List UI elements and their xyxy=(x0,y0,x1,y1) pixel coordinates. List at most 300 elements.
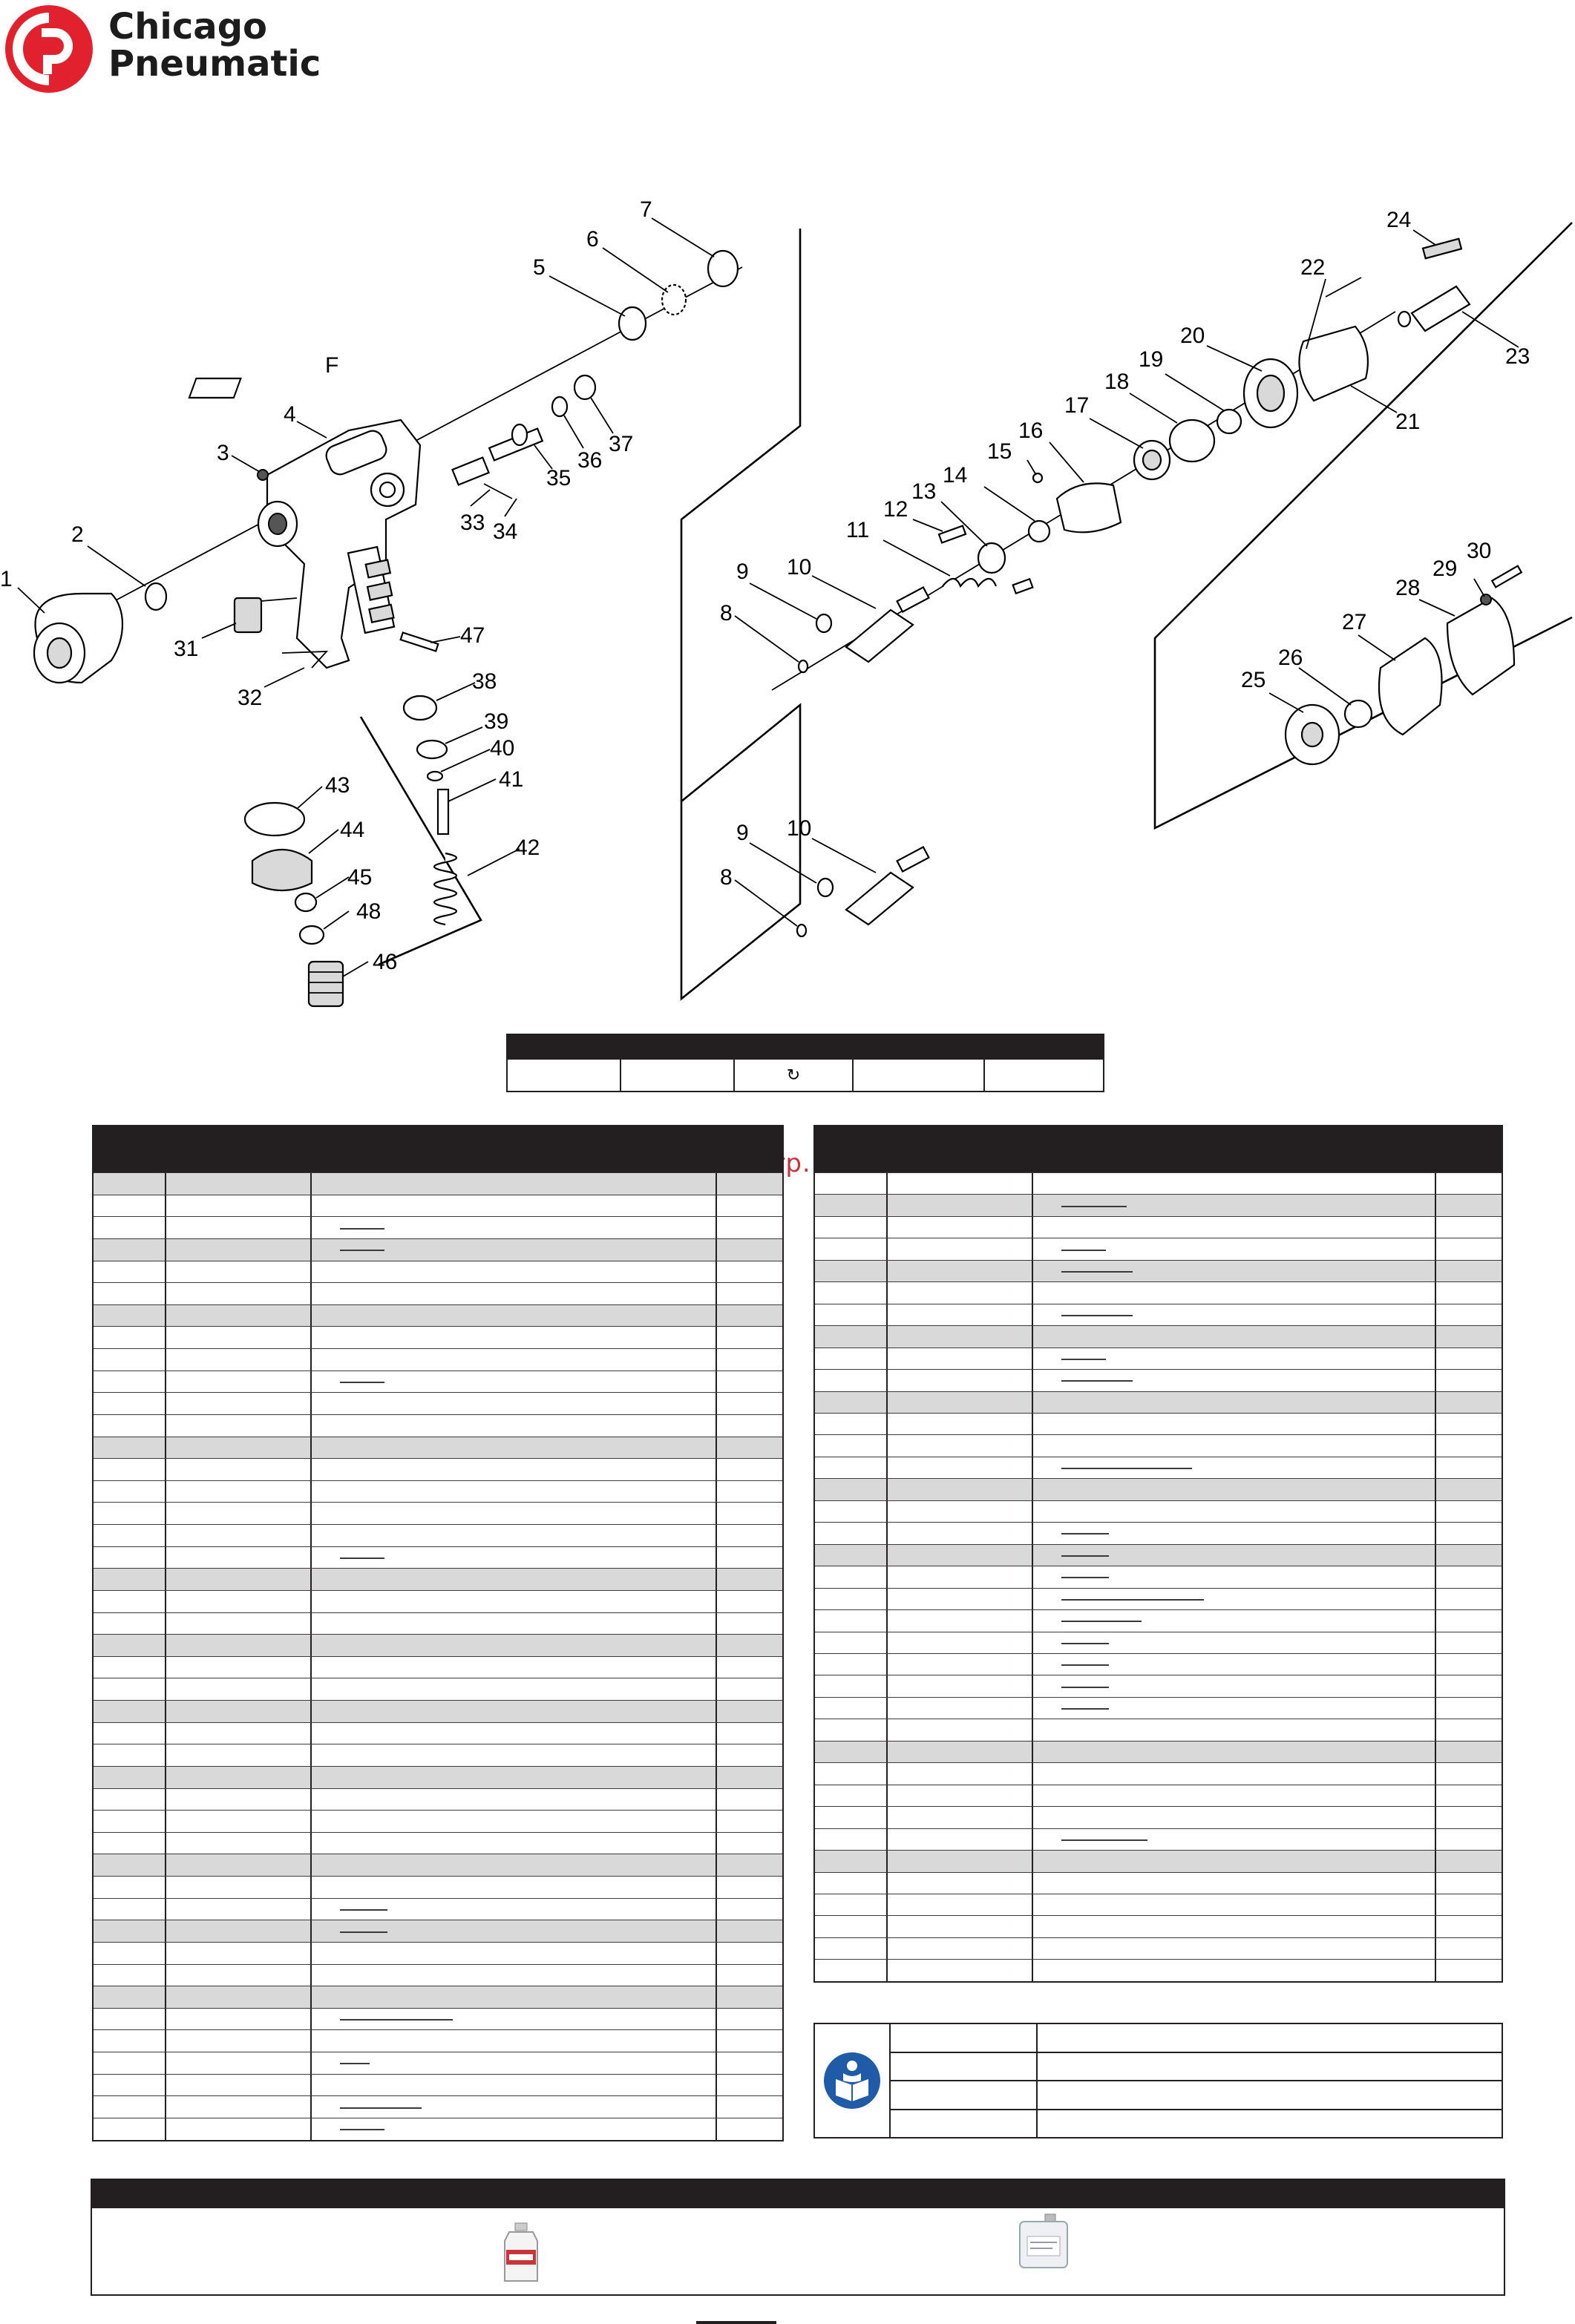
note-underline xyxy=(340,1382,384,1383)
parts-table-cell xyxy=(166,2009,312,2030)
parts-table-row xyxy=(815,1719,1502,1740)
parts-table-cell xyxy=(166,1195,312,1217)
callout-label: 20 xyxy=(1180,324,1205,348)
manual-info-rows xyxy=(891,2024,1502,2137)
parts-table-row xyxy=(815,1325,1502,1347)
parts-table-cell xyxy=(312,1283,717,1304)
parts-table-cell xyxy=(1436,1217,1502,1238)
parts-table-cell xyxy=(166,1305,312,1327)
parts-table-cell xyxy=(94,1547,166,1569)
parts-table-cell xyxy=(815,1654,888,1675)
callout-label: 25 xyxy=(1241,668,1266,692)
parts-table-cell xyxy=(717,1877,782,1898)
parts-table-cell xyxy=(1436,1960,1502,1980)
parts-table-cell xyxy=(717,1744,782,1766)
part-10-anvil-alt xyxy=(846,847,929,925)
parts-table-row xyxy=(94,1612,782,1635)
parts-table-cell xyxy=(94,1854,166,1876)
note-underline xyxy=(340,1557,384,1559)
parts-table-row xyxy=(815,1238,1502,1259)
parts-table-cell xyxy=(888,1217,1033,1238)
parts-table-cell xyxy=(815,1698,888,1719)
callout-label: 47 xyxy=(460,623,485,648)
parts-table-cell xyxy=(717,1723,782,1744)
callout-label: 39 xyxy=(484,709,509,734)
parts-table-row xyxy=(94,1810,782,1832)
parts-table-row xyxy=(94,1590,782,1612)
callout-label: 41 xyxy=(499,767,524,792)
callout-label: 18 xyxy=(1104,370,1130,394)
parts-table-cell xyxy=(1436,1873,1502,1894)
parts-table-cell xyxy=(888,1282,1033,1303)
callout-label: 19 xyxy=(1139,347,1164,372)
parts-table-cell xyxy=(815,1217,888,1238)
parts-table-cell xyxy=(717,1217,782,1238)
parts-table-cell xyxy=(312,1613,717,1635)
part-19-ring xyxy=(1217,410,1241,433)
parts-table-row xyxy=(815,1369,1502,1391)
parts-table-cell xyxy=(312,1437,717,1459)
parts-table-cell xyxy=(312,1657,717,1678)
note-underline xyxy=(1061,1687,1109,1688)
parts-table-row xyxy=(94,1546,782,1569)
parts-table-cell xyxy=(94,2009,166,2030)
rotation-icon: ↻ xyxy=(786,1066,801,1084)
parts-table-cell xyxy=(888,1873,1033,1894)
part-48-ring xyxy=(300,926,324,944)
parts-table-cell xyxy=(815,1326,888,1347)
parts-table-row xyxy=(815,1894,1502,1915)
callout-label: 46 xyxy=(373,950,398,974)
parts-table-cell xyxy=(312,1744,717,1766)
parts-table-cell xyxy=(815,1763,888,1784)
parts-table-cell xyxy=(888,1938,1033,1959)
parts-table-cell xyxy=(312,2118,717,2140)
parts-table-row xyxy=(94,1854,782,1876)
parts-table-cell xyxy=(717,1678,782,1700)
parts-table-cell xyxy=(94,1591,166,1612)
parts-table-cell xyxy=(312,1261,717,1283)
note-underline xyxy=(1061,1708,1109,1710)
callout-label: 24 xyxy=(1386,208,1412,232)
parts-table-row xyxy=(815,1281,1502,1303)
parts-table-cell xyxy=(1033,1829,1436,1850)
parts-table-row xyxy=(94,1437,782,1459)
parts-table-cell xyxy=(1033,1719,1436,1740)
parts-table-cell xyxy=(166,2075,312,2096)
parts-table-cell xyxy=(888,1501,1033,1522)
parts-table-row xyxy=(94,1942,782,1964)
parts-table-cell xyxy=(1033,1851,1436,1871)
parts-table-cell xyxy=(717,1657,782,1678)
parts-table-row xyxy=(94,1920,782,1942)
parts-table-cell xyxy=(1033,1960,1436,1980)
parts-table-cell xyxy=(94,1415,166,1437)
parts-table-cell xyxy=(166,1349,312,1371)
callout-label: 13 xyxy=(911,479,937,504)
callout-label: 15 xyxy=(987,439,1012,464)
parts-table-cell xyxy=(888,1589,1033,1609)
parts-table-cell xyxy=(717,1261,782,1283)
parts-table-cell xyxy=(717,1283,782,1304)
parts-table-cell xyxy=(1436,1501,1502,1522)
parts-table-cell xyxy=(815,1960,888,1980)
part-26-ring xyxy=(1345,700,1372,727)
parts-table-row xyxy=(94,1766,782,1788)
callout-label: 44 xyxy=(340,818,365,842)
parts-table-cell xyxy=(312,2096,717,2118)
parts-table-row xyxy=(815,1697,1502,1719)
note-underline xyxy=(1061,1839,1147,1841)
parts-table-row xyxy=(815,1348,1502,1369)
parts-table-cell xyxy=(888,1654,1033,1675)
part-42-spring xyxy=(434,853,456,925)
parts-table-cell xyxy=(312,1305,717,1327)
parts-table-cell xyxy=(815,1238,888,1259)
parts-table-cell xyxy=(1033,1894,1436,1915)
parts-table-row xyxy=(815,1413,1502,1434)
part-46-inlet xyxy=(309,962,343,1006)
spec-cell xyxy=(508,1060,621,1091)
part-23-rotor xyxy=(1398,286,1470,331)
parts-table-cell xyxy=(312,1481,717,1503)
parts-table-cell xyxy=(94,2052,166,2074)
parts-table-cell xyxy=(888,1457,1033,1478)
parts-table-cell xyxy=(166,1744,312,1766)
callout-label: 10 xyxy=(787,555,812,580)
parts-table-cell xyxy=(815,1545,888,1566)
parts-table-row xyxy=(815,1588,1502,1609)
part-27-gasket xyxy=(1379,638,1442,735)
parts-table-cell xyxy=(1436,1348,1502,1369)
note-underline xyxy=(1061,1359,1106,1360)
parts-table-cell xyxy=(94,1943,166,1964)
parts-table-row xyxy=(94,1172,782,1195)
parts-table-cell xyxy=(166,1239,312,1261)
parts-table-cell xyxy=(888,1479,1033,1500)
parts-table-cell xyxy=(888,1523,1033,1543)
parts-table-cell xyxy=(94,1349,166,1371)
frame-main xyxy=(681,229,800,999)
parts-table-row xyxy=(815,1434,1502,1456)
parts-table-cell xyxy=(1033,1873,1436,1894)
parts-table-cell xyxy=(717,1437,782,1459)
parts-table-row xyxy=(94,1480,782,1503)
part-6-washer xyxy=(662,285,686,315)
callout-label: 42 xyxy=(515,836,540,860)
parts-table-row xyxy=(815,1391,1502,1413)
parts-table-cell xyxy=(1436,1304,1502,1325)
parts-table-cell xyxy=(1436,1261,1502,1281)
parts-table-cell xyxy=(1436,1195,1502,1215)
parts-table-cell xyxy=(312,1767,717,1788)
parts-table-cell xyxy=(312,1877,717,1898)
parts-table-cell xyxy=(1033,1282,1436,1303)
spec-cell xyxy=(985,1060,1103,1091)
parts-list-table-left xyxy=(92,1125,784,2141)
callout-label: 3 xyxy=(217,441,229,465)
callout-label: 5 xyxy=(533,255,546,280)
parts-table-row xyxy=(94,1634,782,1656)
parts-table-row xyxy=(815,1806,1502,1828)
parts-table-cell xyxy=(166,1854,312,1876)
callout-label: 2 xyxy=(71,522,84,547)
part-44-screen xyxy=(252,850,312,890)
parts-table-cell xyxy=(815,1916,888,1937)
parts-table-cell xyxy=(815,1566,888,1587)
lubricants-header-bar xyxy=(92,2180,1504,2208)
parts-table-cell xyxy=(815,1675,888,1696)
parts-table-row xyxy=(94,1656,782,1678)
note-underline xyxy=(340,1228,384,1230)
parts-table-row xyxy=(815,1959,1502,1980)
parts-table-cell xyxy=(717,1371,782,1393)
parts-table-cell xyxy=(815,1719,888,1740)
parts-table-cell xyxy=(1436,1479,1502,1500)
part-22-blade xyxy=(1326,278,1361,297)
parts-table-row xyxy=(815,1872,1502,1894)
parts-table-cell xyxy=(815,1392,888,1413)
parts-table-cell xyxy=(717,1327,782,1348)
parts-table-cell xyxy=(717,1811,782,1832)
spec-row xyxy=(506,1060,1104,1092)
parts-table-header xyxy=(94,1126,782,1172)
part-pin-small xyxy=(1013,579,1033,593)
parts-table-cell xyxy=(94,1525,166,1546)
parts-table-cell xyxy=(1033,1435,1436,1456)
part-24-blade xyxy=(1423,239,1461,258)
parts-table-cell xyxy=(166,1459,312,1480)
parts-table-cell xyxy=(888,1238,1033,1259)
parts-table-cell xyxy=(94,1877,166,1898)
parts-table-cell xyxy=(888,1894,1033,1915)
parts-table-cell xyxy=(717,1943,782,1964)
parts-table-row xyxy=(94,1392,782,1414)
callout-label: 28 xyxy=(1395,576,1421,600)
parts-table-row xyxy=(815,1828,1502,1850)
parts-table-cell xyxy=(166,1899,312,1920)
parts-table-row xyxy=(815,1500,1502,1522)
parts-table-cell xyxy=(1033,1238,1436,1259)
parts-table-cell xyxy=(717,1195,782,1217)
parts-table-cell xyxy=(888,1742,1033,1762)
parts-table-cell xyxy=(815,1742,888,1762)
parts-table-row xyxy=(94,1678,782,1700)
callout-label: 6 xyxy=(586,227,599,252)
parts-table-row xyxy=(94,1700,782,1722)
parts-table-cell xyxy=(312,2030,717,2052)
parts-table-row xyxy=(815,1304,1502,1325)
parts-table-cell xyxy=(888,1261,1033,1281)
part-11-spring xyxy=(943,579,996,586)
parts-table-cell xyxy=(815,1938,888,1959)
parts-table-cell xyxy=(312,1920,717,1942)
parts-table-header xyxy=(815,1126,1502,1172)
part-9-ring-alt xyxy=(818,879,833,896)
callout-label: 22 xyxy=(1300,255,1326,280)
parts-table-cell xyxy=(312,1173,717,1195)
parts-table-cell xyxy=(94,1261,166,1283)
parts-table-cell xyxy=(1033,1173,1436,1194)
note-underline xyxy=(340,2063,370,2064)
parts-table-cell xyxy=(1033,1654,1436,1675)
note-underline xyxy=(1061,1315,1133,1316)
parts-table-cell xyxy=(815,1370,888,1391)
part-1-boot xyxy=(34,594,122,683)
part-10-anvil xyxy=(846,588,929,662)
parts-table-cell xyxy=(1436,1545,1502,1566)
part-18-oring xyxy=(1170,420,1214,462)
parts-table-row xyxy=(94,2029,782,2052)
parts-table-cell xyxy=(888,1960,1033,1980)
parts-table-row xyxy=(94,1304,782,1327)
parts-table-cell xyxy=(312,1965,717,1986)
note-underline xyxy=(1061,1577,1109,1578)
parts-table-cell xyxy=(94,1833,166,1854)
parts-table-cell xyxy=(312,1327,717,1348)
parts-table-cell xyxy=(717,1393,782,1414)
callout-label: 9 xyxy=(736,821,749,845)
parts-table-cell xyxy=(94,1393,166,1414)
callout-label: 9 xyxy=(736,559,749,584)
parts-table-cell xyxy=(312,1393,717,1414)
parts-table-cell xyxy=(94,1789,166,1811)
parts-table-row xyxy=(815,1172,1502,1194)
parts-table-cell xyxy=(312,1811,717,1832)
parts-table-cell xyxy=(1033,1392,1436,1413)
parts-table-cell xyxy=(1436,1742,1502,1762)
callout-labels xyxy=(0,197,1530,974)
parts-table-row xyxy=(94,1261,782,1283)
callout-label: 8 xyxy=(720,601,733,626)
part-39-nut xyxy=(417,741,447,758)
parts-table-cell xyxy=(888,1763,1033,1784)
callout-label: 26 xyxy=(1278,646,1303,670)
parts-table-row xyxy=(94,1568,782,1590)
parts-table-cell xyxy=(94,1239,166,1261)
parts-table-cell xyxy=(166,1920,312,1942)
part-14-ring xyxy=(1029,521,1050,542)
lubricants-section xyxy=(91,2179,1505,2296)
spec-header-bar xyxy=(506,1034,1104,1060)
parts-table-row xyxy=(94,1832,782,1854)
parts-table-cell xyxy=(1436,1238,1502,1259)
chicago-pneumatic-logo-icon xyxy=(3,3,95,95)
parts-table-cell xyxy=(312,1591,717,1612)
parts-table-row xyxy=(94,2008,782,2030)
parts-table-cell xyxy=(94,1371,166,1393)
parts-table-row xyxy=(94,1195,782,1217)
parts-table-cell xyxy=(888,1675,1033,1696)
parts-table-cell xyxy=(166,1569,312,1590)
parts-table-cell xyxy=(1033,1938,1436,1959)
parts-table-cell xyxy=(717,2096,782,2118)
parts-table-cell xyxy=(815,1807,888,1828)
parts-table-cell xyxy=(312,1525,717,1546)
parts-table-cell xyxy=(166,1327,312,1348)
parts-table-cell xyxy=(717,1833,782,1854)
note-underline xyxy=(1061,1621,1142,1622)
parts-table-cell xyxy=(94,1305,166,1327)
parts-table-cell xyxy=(166,1217,312,1238)
parts-table-row xyxy=(94,1502,782,1524)
note-underline xyxy=(340,2129,384,2130)
callout-label: 14 xyxy=(943,463,968,488)
info-row xyxy=(891,2053,1502,2082)
parts-table-cell xyxy=(312,1943,717,1964)
parts-table-row xyxy=(94,1458,782,1480)
parts-table-row xyxy=(94,1964,782,1986)
parts-table-cell xyxy=(888,1851,1033,1871)
parts-table-cell xyxy=(717,1349,782,1371)
parts-table-row xyxy=(815,1566,1502,1587)
part-5-ring xyxy=(619,307,646,340)
callout-label: 7 xyxy=(640,197,652,222)
parts-table-cell xyxy=(815,1457,888,1478)
parts-table-cell xyxy=(94,1767,166,1788)
parts-table-cell xyxy=(717,1547,782,1569)
note-underline xyxy=(340,2107,422,2109)
exploded-diagram xyxy=(0,178,1575,1024)
parts-table-cell xyxy=(1436,1807,1502,1828)
part-29-washer xyxy=(1481,594,1491,605)
part-15-ball xyxy=(1033,473,1042,482)
parts-table-cell xyxy=(94,1811,166,1832)
part-36-washer xyxy=(552,397,567,416)
parts-table-cell xyxy=(166,1613,312,1635)
parts-table-row xyxy=(815,1478,1502,1500)
parts-table-cell xyxy=(888,1435,1033,1456)
parts-table-cell xyxy=(94,1503,166,1524)
parts-table-cell xyxy=(312,1349,717,1371)
parts-table-cell xyxy=(94,1635,166,1656)
parts-table-cell xyxy=(166,1986,312,2008)
parts-table-row xyxy=(94,1898,782,1920)
parts-table-cell xyxy=(94,1701,166,1722)
parts-table-cell xyxy=(717,2052,782,2074)
parts-table-cell xyxy=(1436,1698,1502,1719)
part-30-screw xyxy=(1492,566,1522,588)
callout-label: 23 xyxy=(1505,344,1530,369)
parts-table-cell xyxy=(166,1723,312,1744)
parts-table-cell xyxy=(166,1393,312,1414)
part-45-ring xyxy=(295,893,316,911)
frame-motor-upper xyxy=(1155,223,1572,828)
note-underline xyxy=(1061,1250,1106,1251)
parts-table-cell xyxy=(166,1833,312,1854)
parts-table-cell xyxy=(166,1503,312,1524)
parts-table-row xyxy=(94,1282,782,1304)
parts-table-cell xyxy=(94,2030,166,2052)
callout-label: 40 xyxy=(490,736,515,761)
note-underline xyxy=(1061,1643,1109,1644)
parts-table-body xyxy=(815,1172,1502,1981)
parts-table-cell xyxy=(166,1481,312,1503)
parts-table-cell xyxy=(717,1701,782,1722)
part-2-ring xyxy=(145,583,166,610)
parts-table-cell xyxy=(166,1943,312,1964)
parts-table-cell xyxy=(1033,1501,1436,1522)
parts-table-cell xyxy=(166,1965,312,1986)
parts-table-cell xyxy=(1033,1414,1436,1434)
manual-info-box xyxy=(813,2023,1503,2138)
parts-table-cell xyxy=(888,1719,1033,1740)
note-underline xyxy=(340,1931,387,1933)
parts-table-cell xyxy=(312,1678,717,1700)
parts-table-row xyxy=(815,1915,1502,1937)
parts-table-cell xyxy=(888,1545,1033,1566)
parts-table-row xyxy=(815,1762,1502,1784)
